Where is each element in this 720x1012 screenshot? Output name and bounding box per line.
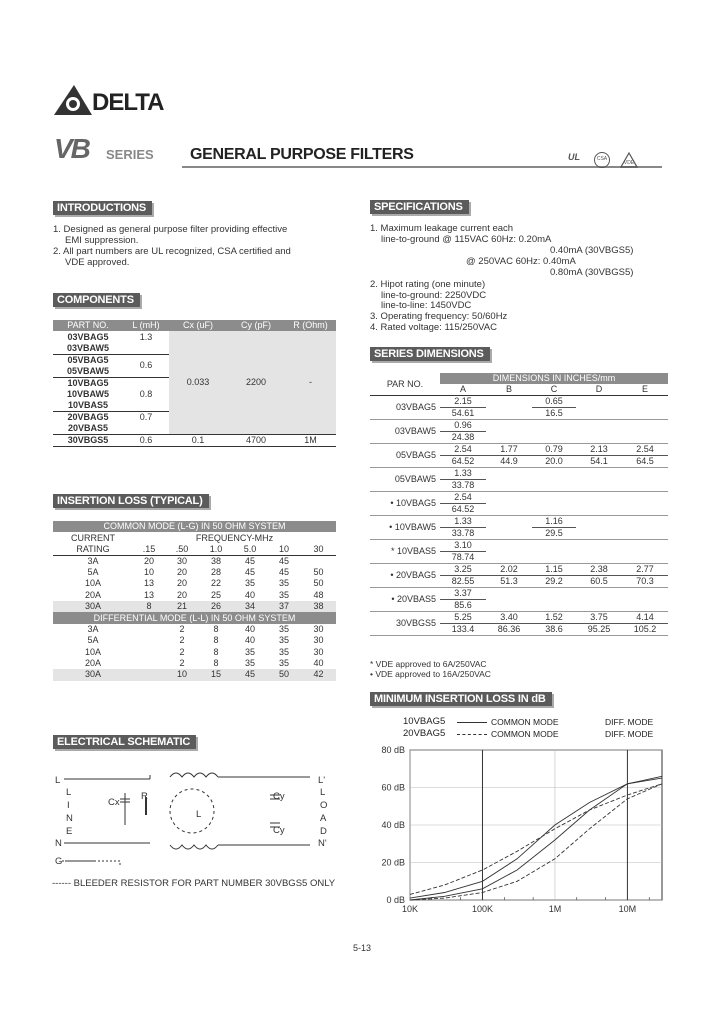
table-row <box>370 468 668 480</box>
dim-cell-b <box>486 528 532 540</box>
dim-cell-c: 38.6 <box>545 624 563 635</box>
table-row: 20A 2 8 35 35 40 <box>84 658 324 669</box>
dim-cell-e <box>622 552 668 564</box>
dim-cell-e <box>622 468 668 480</box>
dim-part-cell: • 10VBAG5 <box>390 498 436 509</box>
dim-cell-a: 3.25 <box>440 564 486 576</box>
dim-cell-b: 51.3 <box>500 576 518 587</box>
intro-line-4: VDE approved. <box>65 257 130 268</box>
schematic-heading: ELECTRICAL SCHEMATIC <box>53 735 196 749</box>
cert-marks <box>568 152 668 170</box>
current-label: CURRENT <box>71 532 115 543</box>
insertion-loss-table: COMMON MODE (L-G) IN 50 OHM SYSTEM CURRENT FREQUENCY-MHz RATING .15 .50 1.0 5.0 10 30 3A 20 30 38 45 45 5A 10 20 28 45 45 50 10A 13 20 22 35 35 50 20A 13 20 25 40 35 48 30A 8 21 26 34 37 38 DIFFERENTIAL MODE (L-L) IN 50 OHM SYSTEM 3A 2 8 40 35 30 5A 2 8 40 35 30 10A 2 8 35 35 30 20A 2 8 35 35 40 30A 10 15 45 50 42 <box>53 521 336 681</box>
intro-line-3: 2. All part numbers are UL recognized, CSA certified and <box>53 246 291 257</box>
table-row <box>370 396 668 408</box>
dim-cell-c <box>532 540 576 552</box>
table-row: 03VBAG5 1.3 0.033 2200 - <box>53 331 336 342</box>
schematic-wires-icon <box>50 765 350 875</box>
dim-cell-e <box>622 396 668 408</box>
dim-cell-e <box>622 480 668 492</box>
dim-cell-d <box>576 480 622 492</box>
spec-line: 1. Maximum leakage current each <box>370 223 514 234</box>
spec-line: 2. Hipot rating (one minute) <box>370 279 486 290</box>
dim-cell-e: 4.14 <box>622 612 668 624</box>
dim-cell-a: 2.54 <box>440 492 486 504</box>
chart-heading: MINIMUM INSERTION LOSS IN dB <box>370 692 552 706</box>
dim-cell-c <box>532 432 576 444</box>
table-row <box>370 564 668 576</box>
table-row <box>370 612 668 624</box>
page-title: GENERAL PURPOSE FILTERS <box>190 146 414 163</box>
dim-cell-c: 0.65 <box>532 396 576 408</box>
dim-cell-a: 24.38 <box>451 432 475 443</box>
x-tick-label: 100K <box>471 904 493 914</box>
dim-cell-b <box>486 552 532 564</box>
col-cx: Cx (uF) <box>183 320 213 331</box>
intro-line-2: EMI suppression. <box>65 235 139 246</box>
dim-cell-d: 2.38 <box>576 564 622 576</box>
csa-mark-icon: CSA <box>594 152 610 168</box>
dim-cell-b <box>486 600 532 612</box>
schematic-line-letter: L <box>66 787 72 798</box>
schematic-diagram <box>50 765 350 875</box>
table-row <box>370 492 668 504</box>
r-shared: - <box>285 331 336 434</box>
dim-cell-a: 2.15 <box>440 396 486 408</box>
spec-line: 4. Rated voltage: 115/250VAC <box>370 322 497 333</box>
legend-series-1: 10VBAG5 <box>403 716 446 727</box>
dim-cell-a: 33.78 <box>451 480 475 491</box>
dim-cell-e: 2.77 <box>622 564 668 576</box>
page-number: 5-13 <box>353 943 372 953</box>
table-row <box>370 588 668 600</box>
dim-cell-b: 2.02 <box>486 564 532 576</box>
dim-cell-a: 0.96 <box>440 420 486 432</box>
series-word: SERIES <box>106 147 154 162</box>
dim-cell-e: 64.5 <box>636 456 654 467</box>
schematic-line-letter: N <box>66 813 73 824</box>
dim-cell-a: 1.33 <box>440 516 486 528</box>
spec-line: 0.80mA (30VBGS5) <box>550 267 634 278</box>
diff-mode-rows <box>53 624 336 681</box>
dim-cell-c: 16.5 <box>545 408 563 419</box>
part-no-label: PAR NO. <box>370 373 440 396</box>
series-line-2 <box>410 776 662 900</box>
dim-cell-d <box>576 588 622 600</box>
dim-part-cell: * 10VBAS5 <box>390 546 436 557</box>
dim-cell-b <box>486 432 532 444</box>
dim-cell-e: 2.54 <box>622 444 668 456</box>
components-header-row <box>53 320 336 331</box>
dim-cell-a: 64.52 <box>451 456 475 467</box>
dim-cell-b <box>486 504 532 516</box>
dim-cell-b: 1.77 <box>486 444 532 456</box>
dim-cell-c <box>532 480 576 492</box>
y-tick-label: 80 dB <box>381 745 405 755</box>
table-row <box>370 540 668 552</box>
delta-logo <box>52 83 182 117</box>
table-row: 05VBAG5 0.6 <box>53 354 336 366</box>
dim-cell-e <box>622 420 668 432</box>
dim-cell-b: 44.9 <box>500 456 518 467</box>
frequency-label: FREQUENCY-MHz <box>195 532 274 543</box>
legend-series-2-dm: DIFF. MODE <box>605 729 654 739</box>
schematic-left-n: N <box>55 838 62 849</box>
col-r: R (Ohm) <box>293 320 328 331</box>
dimensions-rows <box>370 396 668 636</box>
dimensions-heading: SERIES DIMENSIONS <box>370 347 490 361</box>
dim-cell-e <box>622 588 668 600</box>
dim-cell-d <box>576 408 622 420</box>
dim-part-cell: 03VBAW5 <box>394 426 436 437</box>
dim-cell-b <box>486 492 532 504</box>
dim-cell-c: 1.16 <box>532 516 576 528</box>
dim-cell-d <box>576 504 622 516</box>
dim-cell-e <box>622 540 668 552</box>
common-mode-rows <box>53 555 336 612</box>
x-tick-label: 10K <box>401 904 419 914</box>
dim-cell-c: 0.79 <box>532 444 576 456</box>
schematic-l-label: L <box>196 809 202 820</box>
dim-cell-c: 20.0 <box>545 456 563 467</box>
legend-series-2: 20VBAG5 <box>403 728 446 739</box>
components-heading: COMPONENTS <box>53 293 140 307</box>
table-row: 10VBAW5 0.8 <box>66 388 153 399</box>
dim-cell-b <box>486 408 532 420</box>
introductions-heading: INTRODUCTIONS <box>53 201 152 215</box>
dim-cell-e: 105.2 <box>633 624 657 635</box>
dim-cell-b <box>486 588 532 600</box>
dim-cell-b <box>486 540 532 552</box>
col-cy: Cy (pF) <box>241 320 271 331</box>
series-letters: VB <box>54 133 89 164</box>
col-part-no: PART NO. <box>67 320 109 331</box>
dim-cell-e: 70.3 <box>636 576 654 587</box>
dimensions-table: PAR NO. DIMENSIONS IN INCHES/mm A B C D E 03VBAG5 2.15 0.65 54.61 16.5 03VBAW5 0.96 24.38 05VBAG5 2.54 1.77 0.79 2.13 2.54 64.52 44.9 20.0 54.1 64.5 05VBAW5 1.33 33.78 • 10VBAG5 2.54 64.52 • 10VBAW5 1.33 1.16 33.78 29.5 * 10VBAS5 3.10 78.74 • 20VBAG5 3.25 2.02 1.15 2.38 2.77 82.55 51.3 29.2 60.5 70.3 • 20VBAS5 3.37 85.6 30VBGS5 5.25 3.40 1.52 3.75 4.14 133.4 86.36 38.6 95.25 105.2 <box>370 373 668 636</box>
legend-series-1-dm: DIFF. MODE <box>605 717 654 727</box>
dim-cell-c: 1.52 <box>532 612 576 624</box>
dim-cell-d <box>576 528 622 540</box>
dim-part-cell: 30VBGS5 <box>395 618 436 629</box>
legend-series-2-cm: COMMON MODE <box>491 729 559 739</box>
series-badge <box>54 135 182 165</box>
schematic-r-label: R <box>141 791 148 802</box>
dims-title: DIMENSIONS IN INCHES/mm <box>440 373 668 384</box>
common-mode-title: COMMON MODE (L-G) IN 50 OHM SYSTEM <box>103 521 286 532</box>
dim-cell-a: 85.6 <box>454 600 472 611</box>
dim-cell-d: 60.5 <box>590 576 608 587</box>
table-row: 30VBGS5 0.6 0.1 4700 1M <box>53 435 336 447</box>
table-row: 10VBAG5 <box>67 377 109 388</box>
dim-cell-b: 86.36 <box>497 624 521 635</box>
schematic-left-l: L <box>55 775 61 786</box>
dim-cell-d <box>576 600 622 612</box>
dim-cell-a: 33.78 <box>451 528 475 539</box>
dim-cell-a: 1.33 <box>440 468 486 480</box>
dim-cell-c <box>532 552 576 564</box>
dim-cell-b <box>486 516 532 528</box>
table-row: 20A 13 20 25 40 35 48 <box>84 589 324 600</box>
table-row: 5A 10 20 28 45 45 50 <box>87 566 324 577</box>
y-tick-label: 0 dB <box>386 895 405 905</box>
dim-cell-a: 133.4 <box>451 624 475 635</box>
col-l: L (mH) <box>132 320 160 331</box>
dim-cell-c <box>532 468 576 480</box>
dim-cell-e <box>622 528 668 540</box>
dim-part-cell: • 20VBAS5 <box>391 594 436 605</box>
y-tick-label: 20 dB <box>381 857 405 868</box>
table-row <box>370 420 668 432</box>
dim-cell-e <box>622 504 668 516</box>
table-row: 20VBAG5 0.7 <box>67 412 153 423</box>
intro-line-1: 1. Designed as general purpose filter providing effective <box>53 224 288 235</box>
dim-part-cell: • 10VBAW5 <box>389 522 436 533</box>
dim-cell-d: 54.1 <box>590 456 608 467</box>
insertion-loss-chart <box>370 744 670 919</box>
schematic-right-n: N' <box>318 838 327 849</box>
table-row: 10VBAS5 <box>53 400 336 412</box>
spec-line: line-to-ground @ 115VAC 60Hz: 0.20mA <box>381 234 552 245</box>
specifications-heading: SPECIFICATIONS <box>370 200 469 214</box>
dim-cell-c <box>532 504 576 516</box>
legend-line-dashed-icon <box>457 734 487 735</box>
dim-cell-a: 82.55 <box>451 576 475 587</box>
dim-cell-d <box>576 432 622 444</box>
dim-cell-e <box>622 408 668 420</box>
schematic-cy1-label: Cy <box>273 791 285 802</box>
ul-mark-icon: UL <box>568 152 580 162</box>
schematic-cx-label: Cx <box>108 797 120 808</box>
bleeder-note: ------ BLEEDER RESISTOR FOR PART NUMBER 30VBGS5 ONLY <box>52 878 336 889</box>
y-tick-label: 60 dB <box>381 782 405 793</box>
schematic-line-letter: I <box>67 800 70 811</box>
dim-note-2: • VDE approved to 16A/250VAC <box>370 669 491 679</box>
components-table <box>53 320 336 447</box>
cx-shared: 0.033 <box>169 331 227 434</box>
dim-cell-a: 64.52 <box>451 504 475 515</box>
schematic-left-g: G <box>55 856 63 867</box>
dim-cell-d: 2.13 <box>576 444 622 456</box>
chart-legend <box>403 716 673 742</box>
spec-line: 3. Operating frequency: 50/60Hz <box>370 311 508 322</box>
spec-line: line-to-line: 1450VDC <box>381 300 472 311</box>
dim-cell-e <box>622 492 668 504</box>
dim-cell-b <box>486 480 532 492</box>
x-tick-label: 1M <box>548 904 562 914</box>
table-row: 03VBAW5 <box>53 343 336 355</box>
dim-cell-d <box>576 552 622 564</box>
schematic-right-l: L' <box>318 775 326 786</box>
dim-cell-c <box>532 420 576 432</box>
dim-cell-a: 78.74 <box>451 552 475 563</box>
schematic-line-letter: E <box>66 826 73 837</box>
spec-line: @ 250VAC 60Hz: 0.40mA <box>466 256 576 267</box>
spec-line: line-to-ground: 2250VDC <box>381 290 487 301</box>
cy-shared: 2200 <box>227 331 285 434</box>
schematic-load-letter: L <box>320 787 326 798</box>
dim-cell-c: 29.5 <box>545 528 563 539</box>
dim-cell-c <box>532 492 576 504</box>
dim-cell-c <box>532 588 576 600</box>
dim-cell-b <box>486 468 532 480</box>
table-row <box>370 516 668 528</box>
table-row: 20VBAS5 <box>67 423 109 434</box>
dim-part-cell: • 20VBAG5 <box>390 570 436 581</box>
dim-cell-d <box>576 516 622 528</box>
dim-cell-a: 3.10 <box>440 540 486 552</box>
table-row: 3A 20 30 38 45 45 <box>87 555 289 566</box>
table-row: 5A 2 8 40 35 30 <box>87 635 324 646</box>
schematic-load-letter: D <box>320 826 327 837</box>
dim-cell-b <box>486 396 532 408</box>
dim-cell-b: 3.40 <box>486 612 532 624</box>
legend-series-1-cm: COMMON MODE <box>491 717 559 727</box>
schematic-load-letter: O <box>320 800 328 811</box>
x-tick-label: 10M <box>618 904 637 914</box>
dim-cell-d: 3.75 <box>576 612 622 624</box>
dim-cell-d <box>576 468 622 480</box>
dim-cell-e <box>622 432 668 444</box>
dim-cell-a: 3.37 <box>440 588 486 600</box>
brand-name: DELTA <box>92 89 164 116</box>
dim-cell-d: 95.25 <box>587 624 611 635</box>
dim-cell-d <box>576 420 622 432</box>
table-row: 30A 8 21 26 34 37 38 <box>53 601 336 612</box>
dim-cell-d <box>576 540 622 552</box>
vde-mark-icon: VDE <box>620 152 638 168</box>
insertion-loss-heading: INSERTION LOSS (TYPICAL) <box>53 494 209 508</box>
dim-cell-c: 29.2 <box>545 576 563 587</box>
y-tick-label: 40 dB <box>381 820 405 830</box>
schematic-load-letter: A <box>320 813 327 824</box>
dim-cell-d <box>576 492 622 504</box>
table-row: 30A 10 15 45 50 42 <box>53 669 336 680</box>
table-row: 10A 2 8 35 35 30 <box>84 646 324 657</box>
table-row <box>370 444 668 456</box>
rating-label: RATING <box>76 543 110 554</box>
dim-cell-e <box>622 516 668 528</box>
dim-part-cell: 03VBAG5 <box>395 402 436 413</box>
dim-cell-a: 5.25 <box>440 612 486 624</box>
table-row: 3A 2 8 40 35 30 <box>87 623 324 634</box>
table-row: 10A 13 20 22 35 35 50 <box>84 578 324 589</box>
diff-mode-title: DIFFERENTIAL MODE (L-L) IN 50 OHM SYSTEM <box>93 612 296 623</box>
dim-part-cell: 05VBAG5 <box>395 450 436 461</box>
dim-cell-b <box>486 420 532 432</box>
dim-cell-c: 1.15 <box>532 564 576 576</box>
series-line-3 <box>410 784 662 895</box>
dim-cell-e <box>622 600 668 612</box>
spec-line: 0.40mA (30VBGS5) <box>550 245 634 256</box>
schematic-cy2-label: Cy <box>273 825 285 836</box>
dim-cell-a: 54.61 <box>451 408 475 419</box>
dim-note-1: * VDE approved to 6A/250VAC <box>370 659 487 669</box>
table-row: 05VBAW5 <box>53 366 336 378</box>
dim-part-cell: 05VBAW5 <box>394 474 436 485</box>
legend-line-solid-icon <box>457 722 487 723</box>
dim-cell-c <box>532 600 576 612</box>
dim-cell-a: 2.54 <box>440 444 486 456</box>
dim-cell-d <box>576 396 622 408</box>
